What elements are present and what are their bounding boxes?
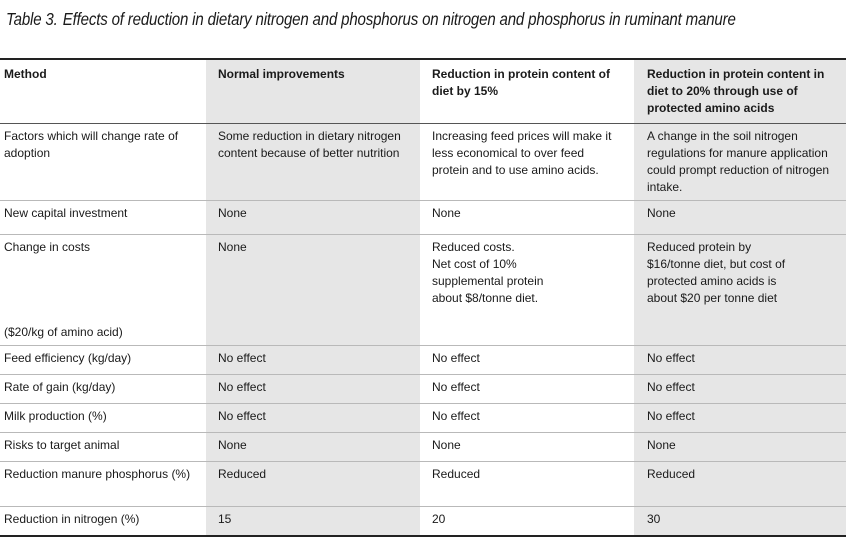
- cell-line: Reduced protein by: [647, 240, 752, 254]
- row-label: Rate of gain (kg/day): [0, 375, 206, 404]
- table-cell: No effect: [420, 346, 634, 375]
- table-cell: Reduced: [634, 462, 846, 507]
- row-label: Change in costs: [4, 240, 91, 254]
- table-cell: No effect: [634, 375, 846, 404]
- effects-table: [0, 58, 846, 537]
- row-label: New capital investment: [0, 201, 206, 235]
- table-cell: 30: [634, 507, 846, 537]
- table-cell: None: [634, 433, 846, 462]
- table-row: [0, 433, 846, 462]
- table-cell: A change in the soil nitrogen regulations for manure application could prompt reduction of nitrogen intake.: [634, 124, 846, 201]
- table-cell: No effect: [206, 346, 420, 375]
- table-cell: None: [206, 235, 420, 346]
- cell-line: Net cost of 10%: [432, 257, 517, 271]
- table-cell: 15: [206, 507, 420, 537]
- table-cell: No effect: [206, 404, 420, 433]
- table-row: [0, 235, 846, 346]
- table-cell: None: [420, 433, 634, 462]
- row-label: Factors which will change rate of adoption: [0, 124, 206, 201]
- row-note: ($20/kg of amino acid): [4, 325, 123, 339]
- table-cell: 20: [420, 507, 634, 537]
- table-row: [0, 462, 846, 507]
- cell-line: protected amino acids is: [647, 274, 777, 288]
- table-cell: Increasing feed prices will make it less economical to over feed protein and to use amino acids.: [420, 124, 634, 201]
- table-cell: None: [206, 201, 420, 235]
- table-cell: No effect: [634, 346, 846, 375]
- row-label-cell: [0, 235, 206, 346]
- row-label: Reduction manure phosphorus (%): [0, 462, 206, 507]
- table-row: [0, 124, 846, 201]
- cell-line: about $20 per tonne diet: [647, 291, 778, 305]
- table-row: [0, 201, 846, 235]
- table-cell: Reduced: [206, 462, 420, 507]
- table-cell: No effect: [634, 404, 846, 433]
- row-label: Feed efficiency (kg/day): [0, 346, 206, 375]
- header-method: Method: [0, 59, 206, 124]
- table-title: Effects of reduction in dietary nitrogen and phosphorus on nitrogen and phosphorus in ruminant manure: [62, 9, 736, 29]
- row-label: Risks to target animal: [0, 433, 206, 462]
- table-cell: None: [634, 201, 846, 235]
- header-protein-20-amino: Reduction in protein content in diet to 20% through use of protected amino acids: [634, 59, 846, 124]
- cell-line: $16/tonne diet, but cost of: [647, 257, 786, 271]
- table-caption: [6, 9, 736, 30]
- row-label: Milk production (%): [0, 404, 206, 433]
- table-cell: Reduced: [420, 462, 634, 507]
- header-protein-15: Reduction in protein content of diet by 15%: [420, 59, 634, 124]
- table-row: [0, 346, 846, 375]
- table-cell: None: [420, 201, 634, 235]
- table-cell: [634, 235, 846, 346]
- table-cell: Some reduction in dietary nitrogen content because of better nutrition: [206, 124, 420, 201]
- row-label: Reduction in nitrogen (%): [0, 507, 206, 537]
- cell-line: about $8/tonne diet.: [432, 291, 539, 305]
- cell-line: Reduced costs.: [432, 240, 515, 254]
- table-label: Table 3.: [6, 9, 58, 29]
- table-row: [0, 404, 846, 433]
- table-cell: No effect: [420, 375, 634, 404]
- table-row: [0, 375, 846, 404]
- table-cell: No effect: [420, 404, 634, 433]
- header-row: [0, 59, 846, 124]
- header-normal-improvements: Normal improvements: [206, 59, 420, 124]
- cell-line: supplemental protein: [432, 274, 544, 288]
- table-cell: No effect: [206, 375, 420, 404]
- table-cell: [420, 235, 634, 346]
- table-cell: None: [206, 433, 420, 462]
